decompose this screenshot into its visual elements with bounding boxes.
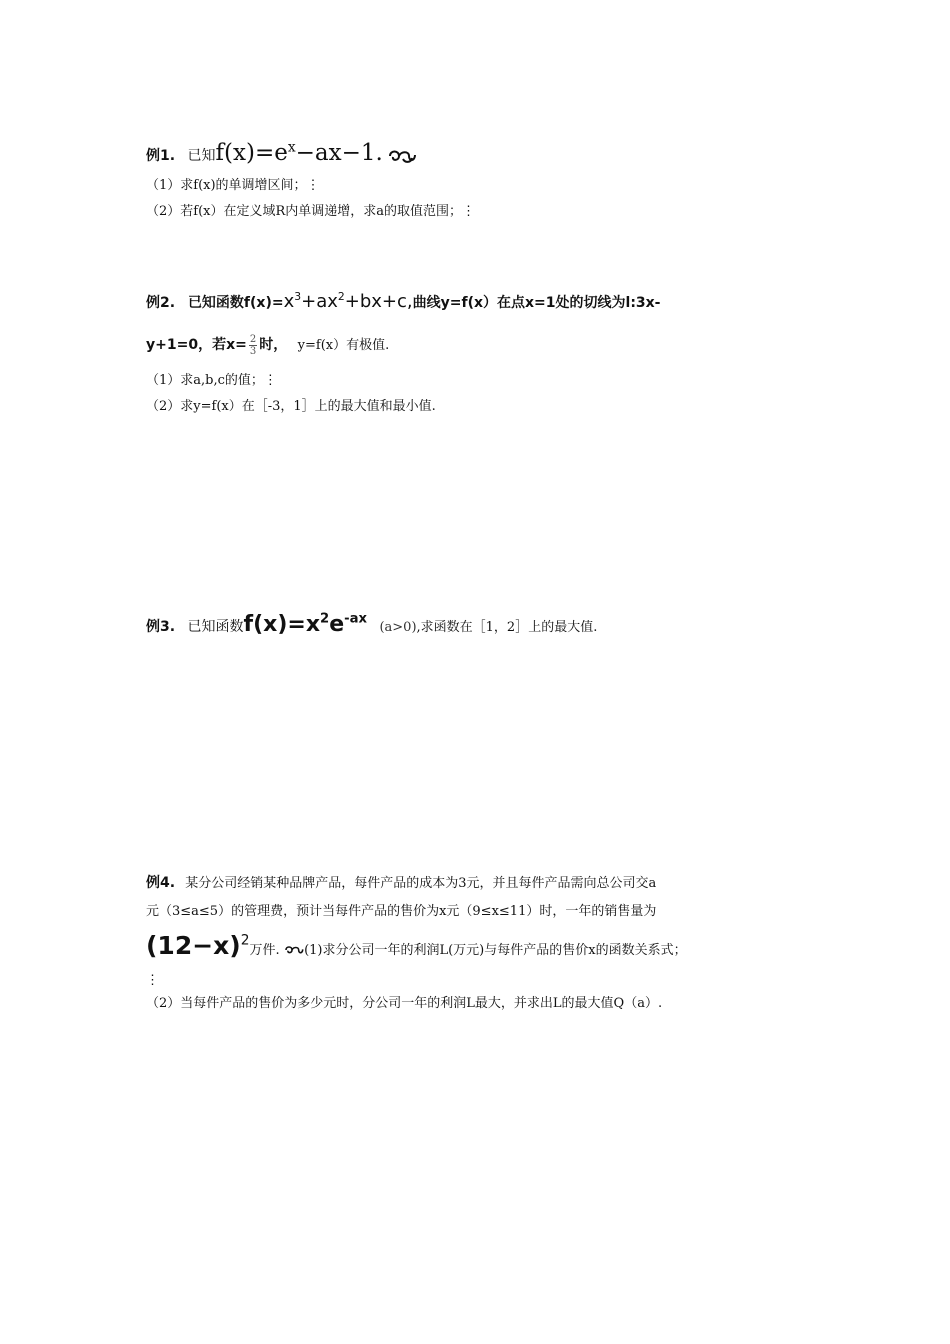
example-2-heading: [146, 286, 826, 319]
example-4-question-2: （2）当每件产品的售价为多少元时，分公司一年的利润L最大，并求出L的最大值Q（a）.: [146, 996, 663, 1011]
example-1-function: $f(x)=e^x-ax-1$.: [215, 139, 383, 166]
example-1-label: 例1.: [146, 148, 176, 164]
example-1: [146, 136, 826, 225]
example-2-condition-2a: y+1=0，若x=: [146, 337, 247, 353]
example-1-heading: [146, 136, 826, 173]
example-2-condition-line: [146, 323, 826, 368]
swirl-icon: [284, 944, 304, 956]
example-3-label: 例3.: [146, 619, 176, 635]
example-4-unit: 万件.: [249, 943, 280, 958]
example-2-question-1: （1）求a,b,c的值；⋮: [146, 373, 277, 388]
example-2-condition-2b: 时，: [259, 337, 288, 353]
example-1-lead: 已知: [187, 148, 216, 164]
example-2-condition-2c: y=f(x）有极值.: [297, 338, 390, 353]
example-3-condition: (a>0): [379, 620, 417, 635]
example-4-text-1: 某分公司经销某种品牌产品，每件产品的成本为3元，并且每件产品需向总公司交a: [185, 876, 657, 891]
example-4-line-1: [146, 869, 826, 898]
example-4-line-3: [146, 926, 826, 971]
example-4-line-2: 元（3≤a≤5）的管理费，预计当每件产品的售价为x元（9≤x≤11）时，一年的销售量为: [146, 904, 657, 919]
example-3: [146, 606, 826, 647]
example-2-condition-1: 曲线y=f(x）在点x=1处的切线为l:3x-: [412, 295, 661, 311]
example-3-heading: [146, 606, 826, 647]
example-2-question-2: （2）求y=f(x）在［-3，1］上的最大值和最小值.: [146, 399, 436, 414]
example-4-expression: $(12-x)^2$: [146, 931, 250, 960]
example-4: [146, 869, 826, 1017]
example-4-question-1: (1)求分公司一年的利润L(万元)与每件产品的售价x的函数关系式；: [304, 943, 687, 958]
example-3-lead: 已知函数: [187, 619, 244, 635]
example-3-rest: ,求函数在［1，2］上的最大值.: [416, 620, 598, 635]
example-2-lead: 已知函数f(x)=: [187, 295, 284, 311]
example-1-question-1: （1）求f(x)的单调增区间；⋮: [146, 178, 320, 193]
example-3-function: $f(x)=x^2e^{-ax}$: [243, 611, 368, 637]
example-1-question-2: （2）若f(x）在定义域R内单调递增，求a的取值范围；⋮: [146, 204, 476, 219]
example-2-fraction: $\frac{2}{3}$: [249, 333, 257, 357]
example-2: [146, 286, 826, 420]
swirl-icon: [387, 147, 417, 165]
example-2-label: 例2.: [146, 295, 176, 311]
example-4-line-4: ⋮: [146, 973, 159, 988]
example-2-function: $x^3+ax^2+bx+c$,: [283, 290, 413, 312]
example-4-label: 例4.: [146, 875, 176, 891]
